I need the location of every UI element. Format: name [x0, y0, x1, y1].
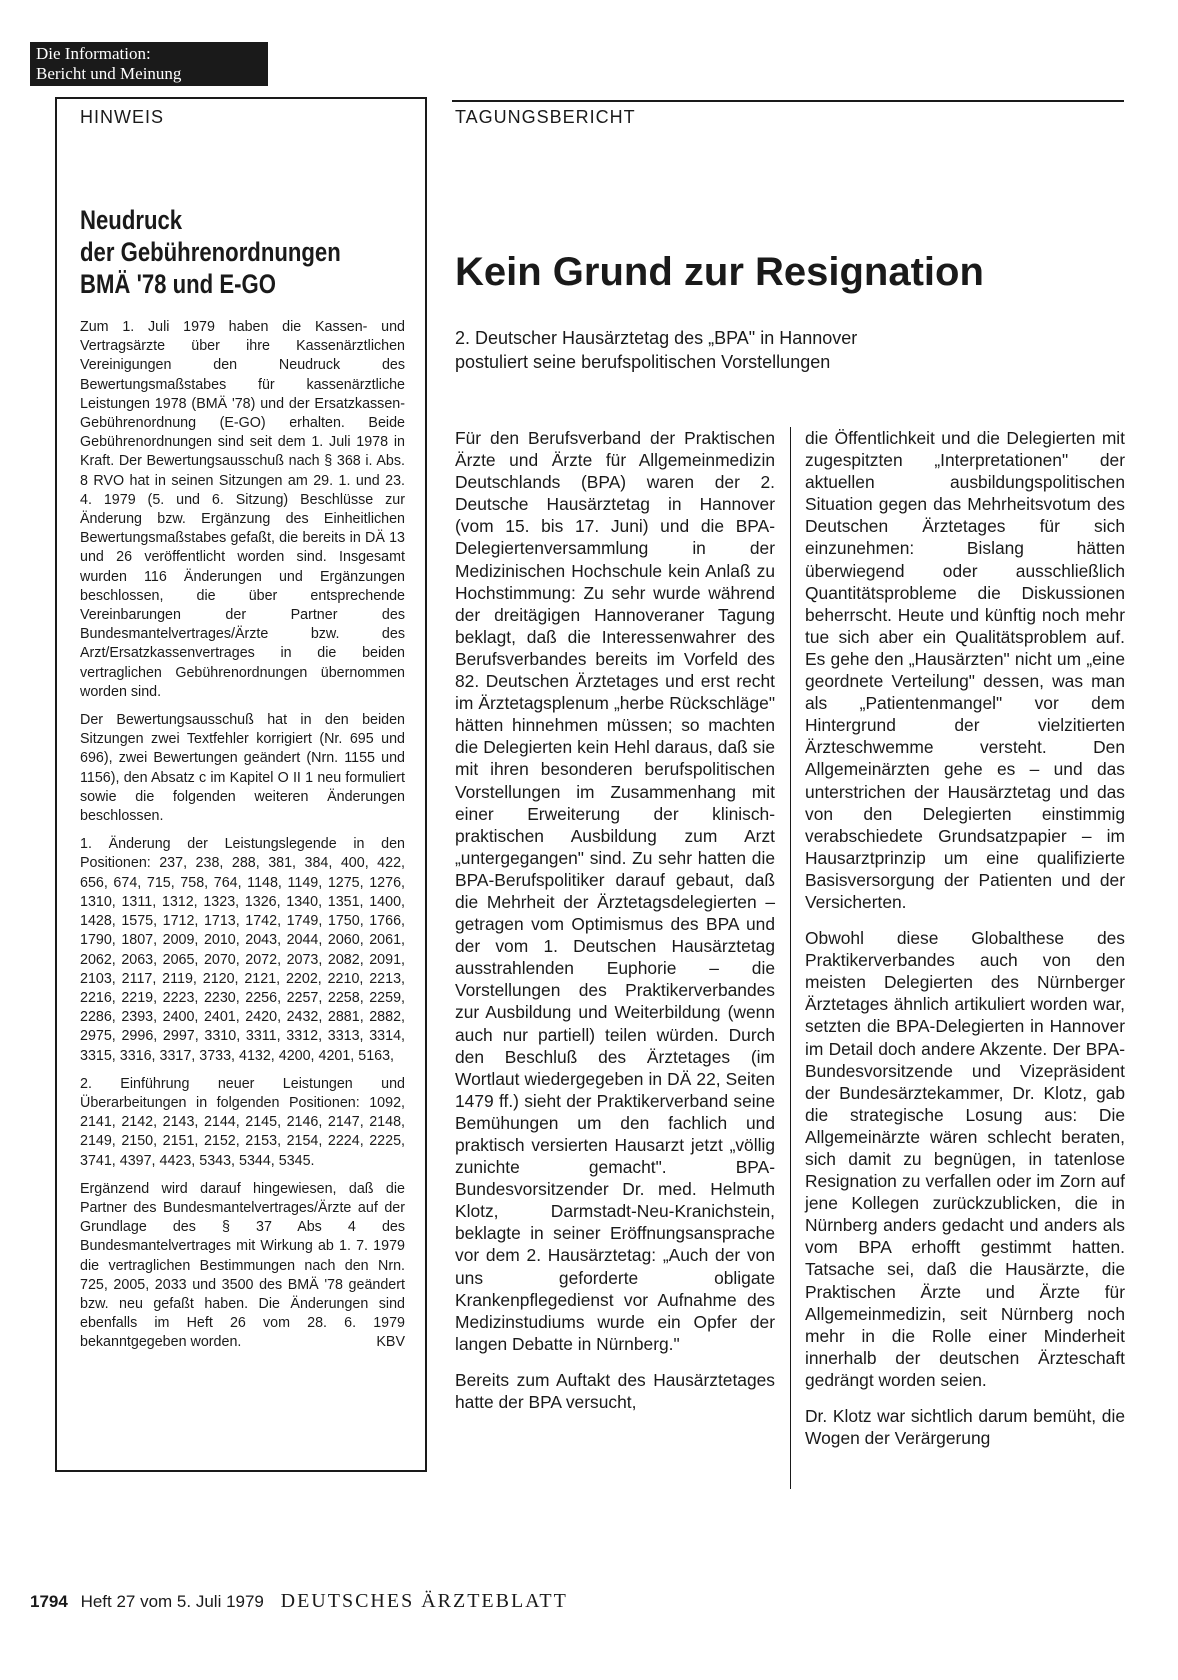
hinweis-label: HINWEIS: [80, 107, 165, 127]
left-title-line2: der Gebührenordnungen: [80, 237, 341, 267]
section-tag-line2: Bericht und Meinung: [36, 64, 182, 83]
left-article-title: [80, 204, 351, 300]
subtitle-line2: postuliert seine berufspolitischen Vorstellungen: [455, 352, 831, 372]
left-paragraph: 1. Änderung der Leistungslegende in den Positionen: 237, 238, 288, 381, 384, 400, 422, 656, 674, 715, 758, 764, 1148, 1149, 1275, 1276, 1310, 1311, 1312, 1323, 1326, 1340, 1351, 1400, 1428, 1575, 1712, 1713, 1742, 1749, 1750, 1766, 1790, 1807, 2009, 2010, 2043, 2044, 2060, 2061, 2062, 2063, 2065, 2070, 2072, 2073, 2082, 2091, 2103, 2117, 2119, 2120, 2121, 2202, 2210, 2213, 2216, 2219, 2223, 2230, 2256, 2257, 2258, 2259, 2286, 2393, 2400, 2401, 2420, 2432, 2881, 2882, 2975, 2996, 2997, 3310, 3311, 3312, 3313, 3314, 3315, 3316, 3317, 3733, 4132, 4200, 4201, 5163,: [80, 836, 405, 1064]
left-title-line1: Neudruck: [80, 205, 183, 235]
issue-info: Heft 27 vom 5. Juli 1979: [80, 1592, 264, 1611]
main-headline: Kein Grund zur Resignation: [455, 250, 984, 294]
journal-name: DEUTSCHES ÄRZTEBLATT: [280, 1590, 568, 1612]
left-paragraph: Zum 1. Juli 1979 haben die Kassen- und Vertragsärzte über ihre Kassenärztlichen Vereinigungen den Neudruck des Bewertungsmaßstabes für kassenärztliche Leistungen 1978 (BMÄ '78) und der Ersatzkassen-Gebührenordnung (E-GO) erhalten. Beide Gebührenordnungen sind seit dem 1. Juli 1978 in Kraft. Der Bewertungsausschuß nach § 368 i. Abs. 8 RVO hat in seinen Sitzungen am 29. 1. und 23. 4. 1979 (5. und 6. Sitzung) Beschlüsse zur Änderung bzw. Ergänzung des Einheitlichen Bewertungsmaßstabes gefaßt, die bereits in DÄ 13 und 26 veröffentlicht worden sind. Insgesamt wurden 116 Änderungen und Ergänzungen beschlossen, die über entsprechende Vereinbarungen der Partner des Bundesmantelvertrages/Ärzte bzw. des Arzt/Ersatzkassenvertrages in die beiden vertraglichen Gebührenordnungen übernommen worden sind.: [80, 319, 405, 700]
page-footer: [30, 1590, 568, 1613]
left-paragraph: Der Bewertungsausschuß hat in den beiden Sitzungen zwei Textfehler korrigiert (Nr. 695 und 696), zwei Bewertungen geändert (Nrn. 1155 und 1156), den Absatz c im Kapitel O II 1 neu formuliert sowie die folgenden weiteren Änderungen beschlossen.: [80, 712, 405, 825]
signature: KBV: [376, 1334, 405, 1351]
column-paragraph: Dr. Klotz war sichtlich darum bemüht, die Wogen der Verärgerung: [805, 1406, 1125, 1449]
section-tag-line1: Die Information:: [36, 44, 151, 63]
left-paragraph-text: Ergänzend wird darauf hingewiesen, daß die Partner des Bundesmantelvertrages/Ärzte auf der Grundlage des § 37 Abs 4 des Bundesmantelvertrages mit Wirkung ab 1. 7. 1979 die vertraglichen Bestimmungen nach den Nrn. 725, 2005, 2033 und 3500 des BMÄ '78 geändert bzw. neu gefaßt haben. Die Änderungen sind ebenfalls im Heft 26 vom 28. 6. 1979 bekanntgegeben worden.: [80, 1180, 405, 1351]
tagungsbericht-label: TAGUNGSBERICHT: [455, 107, 636, 127]
column-paragraph: die Öffentlichkeit und die Delegierten mit zugespitzten „Interpretationen" der aktuellen ausbildungspolitischen Situation gegen das Mehrheitsvotum des Deutschen Ärztetages für sich einzunehmen: Bislang hätten überwiegend oder ausschließlich Quantitätsprobleme die Diskussionen beherrscht. Heute und künftig noch mehr tue sich aber ein Qualitätsproblem auf. Es gehe den „Hausärzten" nicht um „eine geordnete Verteilung" dessen, was man als „Patientenmangel" vor dem Hintergrund der vielzitierten Ärzteschwemme versteht. Den Allgemeinärzten gehe es – und das unterstrichen der Hausärztetag und das von den Delegierten einstimmig verabschiedete Grundsatzpapier – im Hausarztprinzip um eine qualifizierte Basisversorgung der Patienten und der Versicherten.: [805, 428, 1125, 912]
subtitle-line1: 2. Deutscher Hausärztetag des „BPA" in Hannover: [455, 328, 858, 348]
left-paragraph: [80, 1180, 405, 1353]
column-paragraph: Für den Berufsverband der Praktischen Ärzte und Ärzte für Allgemeinmedizin Deutschlands (BPA) waren der 2. Deutsche Hausärztetag in Hannover (vom 15. bis 17. Juni) und die BPA-Delegiertenversammlung in der Medizinischen Hochschule kein Anlaß zu Hochstimmung: Zu sehr wurde während der dreitägigen Hannoveraner Tagung beklagt, daß die Interessenwahrer des Berufsverbandes bereits im Vorfeld des 82. Deutschen Ärztetages und erst recht im Ärztetagsplenum „herbe Rückschläge" hätten hinnehmen müssen; so machten die Delegierten kein Hehl daraus, daß sie mit ihren besonderen berufspolitischen Vorstellungen im Zusammenhang mit einer Erweiterung der klinisch-praktischen Ausbildung zum Arzt „untergegangen" sind. Zu sehr hatten die BPA-Berufspolitiker darauf gebaut, daß die Mehrheit der Ärztetagsdelegierten – getragen vom Optimismus des BPA und der vom 1. Deutschen Hausärztetag ausstrahlenden Euphorie – die Vorstellungen des Praktikerverbandes zur Ausbildung und Weiterbildung (wenn auch nur partiell) teilen würden. Durch den Beschluß des Ärztetages (im Wortlaut wiedergegeben in DÄ 22, Seiten 1479 ff.) sieht der Praktikerverband seine Bemühungen um den fachlich und praktisch versierten Hausarzt jetzt „völlig zunichte gemacht". BPA-Bundesvorsitzender Dr. med. Helmuth Klotz, Darmstadt-Neu-Kranichstein, beklagte in seiner Eröffnungsansprache vor dem 2. Hausärztetag: „Auch der von uns geforderte obligate Krankenpflegedienst vor Aufnahme des Medizinstudiums wurde ein Opfer der langen Debatte in Nürnberg.": [455, 428, 775, 1354]
left-article-body: [80, 318, 405, 1362]
left-title-line3: BMÄ '78 und E-GO: [80, 269, 276, 299]
left-paragraph: 2. Einführung neuer Leistungen und Überarbeitungen in folgenden Positionen: 1092, 2141, 2142, 2143, 2144, 2145, 2146, 2147, 2148, 2149, 2150, 2151, 2152, 2153, 2154, 2224, 2225, 3741, 4397, 4423, 5343, 5344, 5345.: [80, 1075, 405, 1169]
article-column-2: [805, 427, 1125, 1463]
column-paragraph: Bereits zum Auftakt des Hausärztetages hatte der BPA versucht,: [455, 1369, 775, 1413]
column-paragraph: Obwohl diese Globalthese des Praktikerverbandes auch von den meisten Delegierten des Nürnberger Ärztetages ähnlich artikuliert worden war, setzten die BPA-Delegierten in Hannover im Detail doch andere Akzente. Der BPA-Bundesvorsitzende und Vizepräsident der Bundesärztekammer, Dr. Klotz, gab die strategische Losung aus: Die Allgemeinärzte wären schlecht beraten, sich damit zu begnügen, in tatenlose Resignation zu verfallen oder im Zorn auf jene Kollegen zurückzublicken, die in Nürnberg anders gedacht und anders als vom BPA erhofft gestimmt hatten. Tatsache sei, daß die Hausärzte, die Praktischen Ärzte und Ärzte für Allgemeinmedizin, seit Nürnberg noch mehr in die Rolle einer Minderheit innerhalb der deutschen Ärzteschaft gedrängt worden seien.: [805, 928, 1125, 1390]
right-top-rule: [452, 100, 1124, 102]
column-divider: [790, 427, 791, 1489]
article-column-1: [455, 427, 775, 1427]
subtitle: [455, 326, 1095, 374]
section-tag: [30, 42, 268, 86]
page-number: 1794: [30, 1592, 68, 1611]
